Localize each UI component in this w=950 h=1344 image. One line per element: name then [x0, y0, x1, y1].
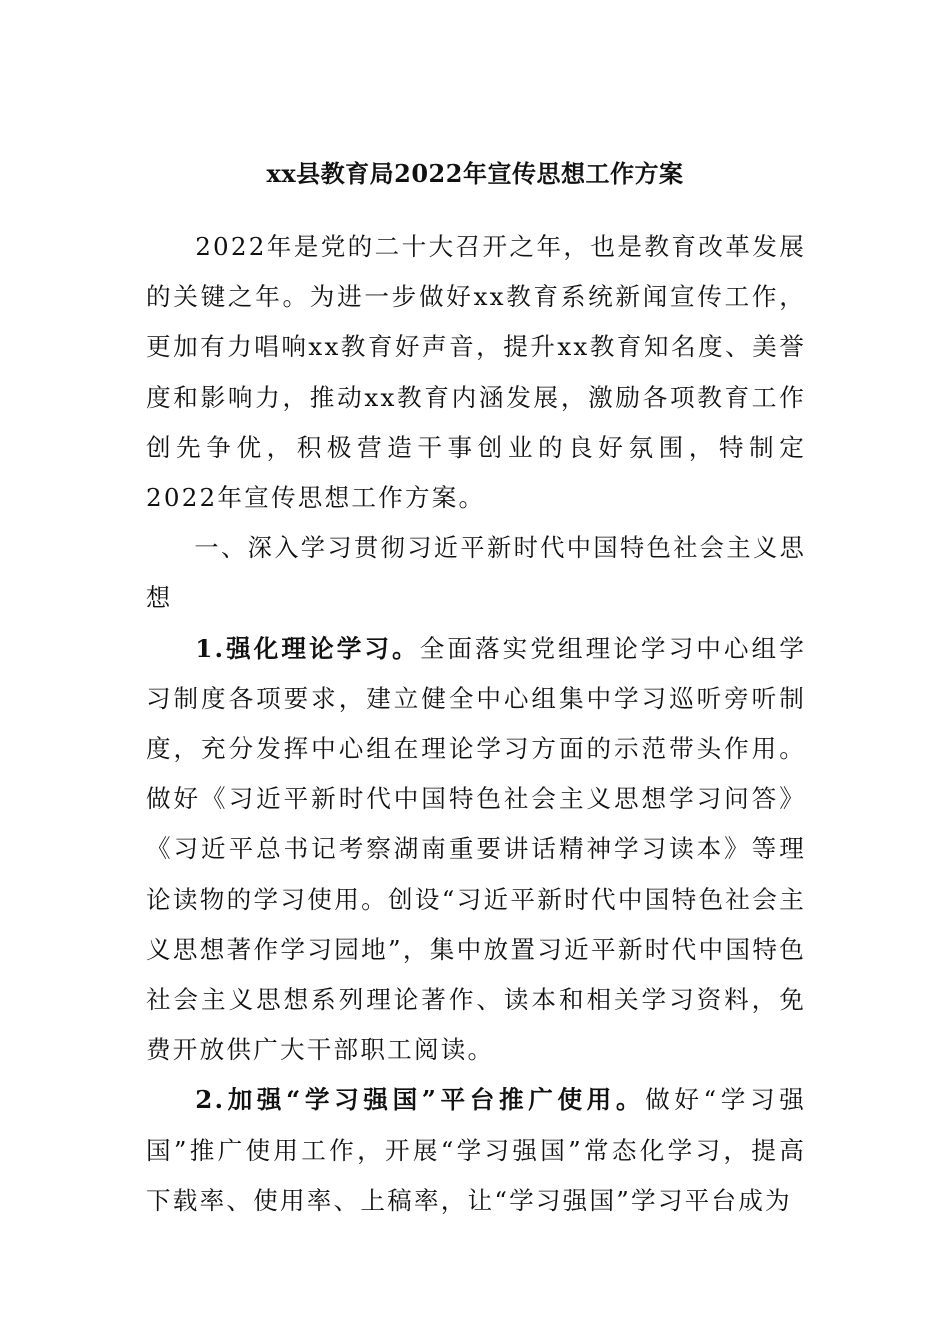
document-title: xx县教育局2022年宣传思想工作方案	[266, 159, 684, 188]
item-text: 全面落实党组理论学习中心组学习制度各项要求，建立健全中心组集中学习巡听旁听制度，充分发挥中心组在理论学习方面的示范带头作用。做好《习近平新时代中国特色社会主义思想学习问答》《习近平总书记考察湖南重要讲话精神学习读本》等理论读物的学习使用。创设“习近平新时代中国特色社会主义思想著作学习园地”，集中放置习近平新时代中国特色社会主义思想系列理论著作、读本和相关学习资料，免费开放供广大干部职工阅读。	[146, 633, 806, 1065]
intro-paragraph: 2022年是党的二十大召开之年，也是教育改革发展的关键之年。为进一步做好xx教育系统新闻宣传工作，更加有力唱响xx教育好声音，提升xx教育知名度、美誉度和影响力，推动xx教育内涵发展，激励各项教育工作创先争优，积极营造干事创业的良好氛围，特制定2022年宣传思想工作方案。	[146, 232, 806, 513]
section-heading: 一、深入学习贯彻习近平新时代中国特色社会主义思想	[146, 534, 806, 613]
item-paragraph	[146, 624, 806, 1076]
document-body	[146, 222, 806, 1226]
item-paragraph	[146, 1075, 806, 1226]
item-text: 做好“学习强国”推广使用工作，开展“学习强国”常态化学习，提高下载率、使用率、上稿率，让“学习强国”学习平台成为	[146, 1085, 806, 1215]
item-lead: 1.强化理论学习。	[195, 633, 420, 663]
item-lead: 2.加强“学习强国”平台推广使用。	[195, 1085, 646, 1115]
